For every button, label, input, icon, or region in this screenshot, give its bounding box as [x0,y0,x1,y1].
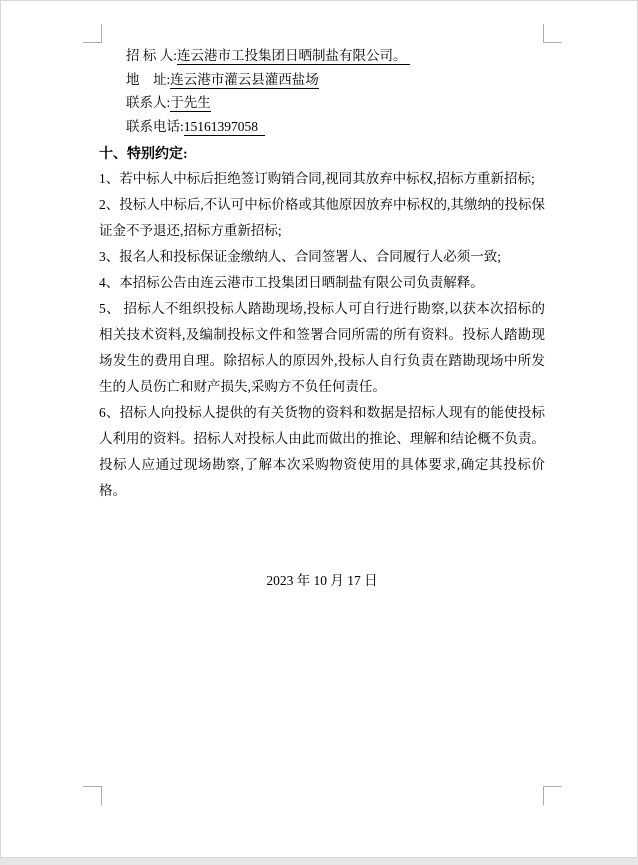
contact-person-value: 于先生 [170,95,211,110]
phone-value: 15161397058 [183,118,265,134]
clause-paragraph-2: 2、投标人中标后,不认可中标价格或其他原因放弃中标权的,其缴纳的投标保证金不予退还,招标方重新招标; [99,197,545,238]
clause-paragraph-5: 5、 招标人不组织投标人踏勘现场,投标人可自行进行勘察,以获本次招标的相关技术资料,及编制投标文件和签署合同所需的所有资料。投标人踏勘现场发生的费用自理。除招标人的原因外,投标人自行负责在踏勘现场中所发生的人员伤亡和财产损失,采购方不负任何责任。 [99,301,545,394]
contact-row-address [126,68,545,92]
margin-crop-mark-top-left-icon [83,24,102,43]
tenderer-value: 连云港市工投集团日晒制盐有限公司。 [177,48,410,63]
contact-row-person [126,91,545,115]
clause-paragraph-6: 6、招标人向投标人提供的有关货物的资料和数据是招标人现有的能使投标人利用的资料。招标人对投标人由此而做出的推论、理解和结论概不负责。投标人应通过现场勘察,了解本次采购物资使用的具体要求,确定其投标价格。 [99,405,545,498]
date-line: 2023 年 10 月 17 日 [266,573,378,588]
margin-crop-mark-bottom-left-icon [83,786,102,805]
clause-paragraph-4: 4、本招标公告由连云港市工投集团日晒制盐有限公司负责解释。 [99,275,484,290]
page-content [99,42,545,594]
phone-label: 联系电话: [126,118,184,134]
address-label: 地 址: [126,71,171,87]
contact-row-tenderer [126,44,545,68]
address-value: 连云港市灌云县灌西盐场 [170,71,319,87]
contact-row-phone [126,115,545,139]
section-heading: 十、特别约定: [99,147,188,162]
tenderer-label: 招 标 人: [126,48,178,63]
contact-block [99,42,545,138]
contact-person-label: 联系人: [126,95,171,110]
clause-paragraph-1: 1、若中标人中标后拒绝签订购销合同,视同其放弃中标权,招标方重新招标; [99,171,535,186]
clause-paragraph-3: 3、报名人和投标保证金缴纳人、合同签署人、合同履行人必须一致; [99,249,501,264]
margin-crop-mark-top-right-icon [543,24,562,43]
margin-crop-mark-bottom-right-icon [543,786,562,805]
